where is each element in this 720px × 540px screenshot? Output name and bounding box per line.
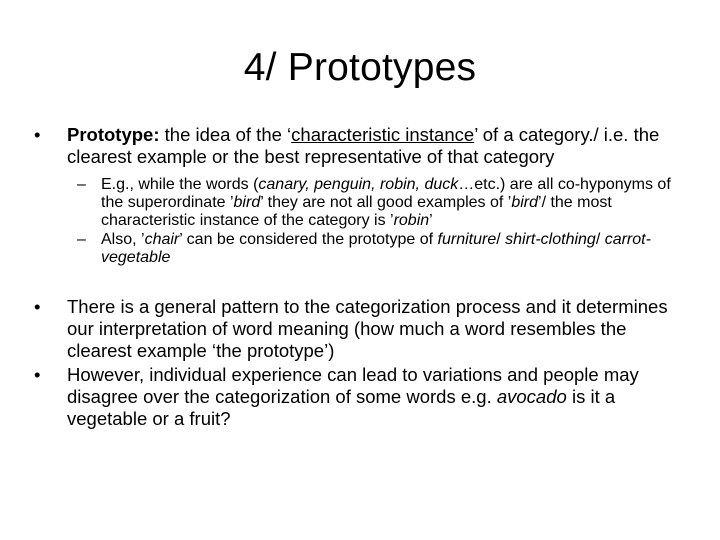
italic-term: bird xyxy=(511,194,539,211)
italic-term: carrot-vegetable xyxy=(101,231,651,266)
text-fragment: …etc.) are all co-hyponyms of the superordinate ’ xyxy=(101,176,671,211)
italic-term: chair xyxy=(144,231,180,248)
text-fragment: the idea of the ‘ xyxy=(159,124,292,145)
text-fragment: ’ they are not all good examples of ’ xyxy=(260,194,512,211)
bullet-general-pattern xyxy=(34,296,694,362)
italic-term: robin xyxy=(393,212,430,229)
slide-title: 4/ Prototypes xyxy=(243,46,477,89)
italic-term: furniture xyxy=(437,231,497,248)
bullet-individual-experience xyxy=(34,364,694,430)
term-prototype: Prototype: xyxy=(67,124,160,145)
italic-term: bird xyxy=(233,194,261,211)
dash-marker: – xyxy=(77,231,86,248)
text-fragment: / xyxy=(595,231,605,248)
underlined-term: characteristic instance xyxy=(291,124,475,145)
text-fragment: ’ of a category./ i.e. the clearest example or the best representative of that category xyxy=(67,124,660,167)
sub-bullet-example-chair xyxy=(34,231,694,267)
sub-bullet-example-bird xyxy=(34,176,694,230)
italic-term: shirt-clothing xyxy=(505,231,596,248)
text-fragment: ’/ the most characteristic instance of the category is ’ xyxy=(101,194,612,229)
bullet-prototype-definition xyxy=(34,124,694,168)
bullet-text: However, individual experience can lead to variations and people may disagree over the categorization of some words e.g. xyxy=(67,364,639,407)
text-fragment: / xyxy=(496,231,506,248)
text-fragment: ’ xyxy=(429,212,433,229)
text-fragment: E.g., while the words ( xyxy=(101,176,259,193)
text-fragment: ’ can be considered the prototype of xyxy=(179,231,438,248)
bullet-text: There is a general pattern to the categorization process and it determines our interpretation of word meaning (how much a word resembles the clearest example ‘the prototype’) xyxy=(67,296,668,361)
italic-term: avocado xyxy=(496,386,567,407)
bullet-marker: • xyxy=(34,124,41,145)
dash-marker: – xyxy=(77,176,86,193)
text-fragment: Also, ’ xyxy=(101,231,145,248)
italic-term: canary, penguin, robin, duck xyxy=(258,176,459,193)
bullet-list xyxy=(34,124,694,430)
bullet-text: is it a vegetable or a fruit? xyxy=(67,386,616,429)
bullet-marker: • xyxy=(34,296,41,317)
bullet-marker: • xyxy=(34,364,41,385)
